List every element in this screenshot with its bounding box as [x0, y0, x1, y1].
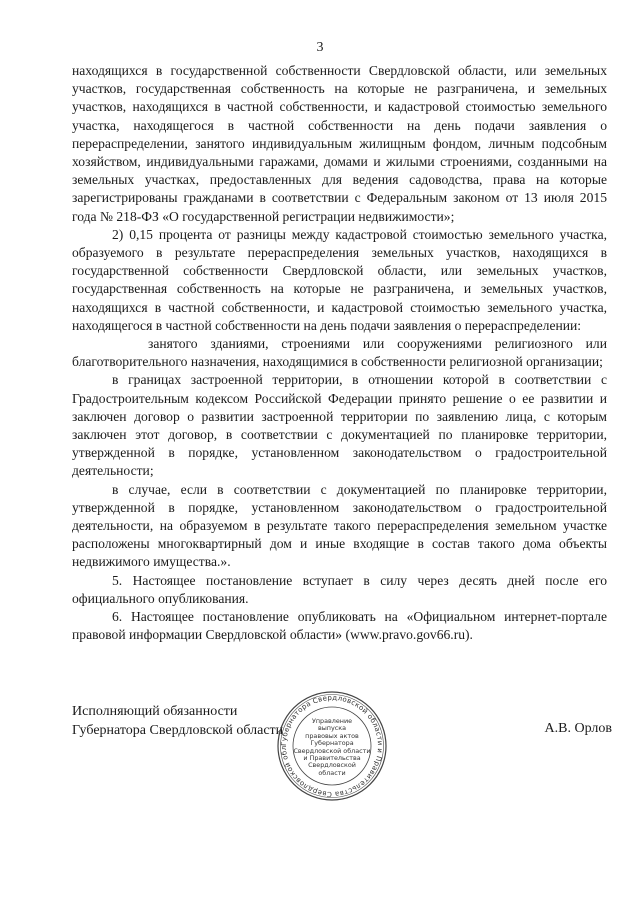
- signatory-name: А.В. Орлов: [544, 721, 612, 736]
- stamp-inner-line: правовых актов: [305, 731, 359, 740]
- paragraph: 5. Настоящее постановление вступает в силу через десять дней после его официального опубликования.: [72, 572, 607, 606]
- official-stamp: [276, 690, 388, 802]
- stamp-inner-line: области: [318, 768, 346, 777]
- paragraph: занятого зданиями, строениями или сооружениями религиозного или благотворительного назначения, находящимися в собственности религиозной организации;: [72, 336, 607, 370]
- stamp-inner-text: [276, 718, 388, 777]
- stamp-inner-line: Свердловской: [308, 761, 356, 770]
- paragraph: находящихся в государственной собственности Свердловской области, или земельных участков, государственная собственность на которые не разграничена, и земельных участков, находящихся в частной собственности, и кадастровой стоимостью земельного участка, находящегося в частной собственности на день подачи заявления о перераспределении, занятого индивидуальным жилищным фондом, личным подсобным хозяйством, индивидуальными гаражами, домами и жилыми строениями, созданными на земельных участках, предоставленных для ведения садоводства, права на которые зарегистрированы гражданами в соответствии с Федеральным законом от 13 июля 2015 года № 218-ФЗ «О государственной регистрации недвижимости»;: [72, 63, 607, 224]
- stamp-inner-line: Управление: [311, 717, 353, 725]
- signatory-position-line: Исполняющий обязанности: [72, 704, 238, 719]
- paragraph: 2) 0,15 процента от разницы между кадастровой стоимостью земельного участка, образуемого в результате перераспределения земельных участков, находящихся в государственной собственности Свердловской области, или земельных участков, государственная собственность на которые не разграничена, и земельных участков, находящихся в частной собственности, и кадастровой стоимостью земельного участка, находящегося в частной собственности на день подачи заявления о перераспределении:: [72, 226, 607, 333]
- document-body: [72, 62, 607, 645]
- paragraph: в случае, если в соответствии с документацией по планировке территории, утвержденной в порядке, установленном законодательством о градостроительной деятельности, на образуемом в результате такого перераспределения земельном участке расположены многоквартирный дом и иные входящие в состав такого дома объекты недвижимого имущества.».: [72, 481, 607, 570]
- signatory-position: [72, 703, 283, 740]
- paragraph: в границах застроенной территории, в отношении которой в соответствии с Градостроительным кодексом Российской Федерации принято решение о ее развитии и заключен договор о развитии застроенной территории по заявлению лица, с которым заключен этот договор, в соответствии с документацией по планировке территории, утвержденной в порядке, установленном законодательством о градостроительной деятельности;: [72, 372, 607, 479]
- stamp-inner-line: и Правительства: [303, 754, 361, 763]
- stamp-inner-line: Свердловской области: [293, 746, 371, 755]
- signatory-position-line: Губернатора Свердловской области: [72, 722, 284, 738]
- stamp-ring-text: Губернатора Свердловской области и Правительства Свердловской обл: [279, 693, 385, 799]
- stamp-inner-line: Губернатора: [310, 739, 354, 748]
- paragraph: 6. Настоящее постановление опубликовать на «Официальном интернет-портале правовой информации Свердловской области» (www.pravo.gov66.ru).: [72, 609, 607, 643]
- page-number: 3: [316, 40, 324, 55]
- stamp-inner-line: выпуска: [317, 724, 347, 733]
